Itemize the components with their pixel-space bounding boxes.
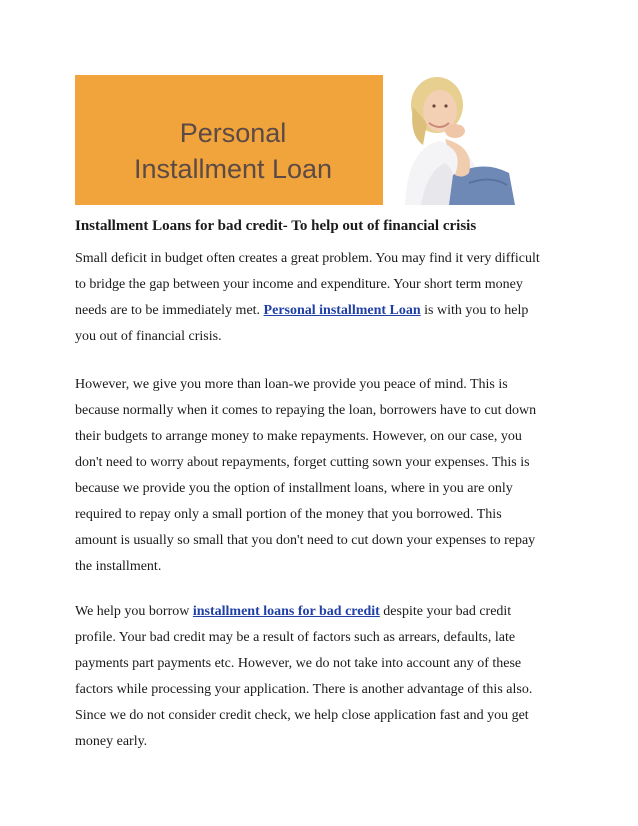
text-line: don't need to worry about repayments, forget cutting sown your expenses. This is [75, 455, 530, 470]
text-line: to bridge the gap between your income and expenditure. Your short term money [75, 277, 523, 292]
banner-orange-panel [75, 75, 383, 205]
banner-title [103, 115, 363, 187]
text-line: you out of financial crisis. [75, 329, 222, 344]
personal-installment-loan-link[interactable]: Personal installment Loan [263, 303, 421, 318]
banner-title-line2: Installment Loan [133, 154, 333, 184]
woman-illustration [383, 75, 519, 205]
page-title: Installment Loans for bad credit- To help out of financial crisis [75, 218, 477, 234]
text-line [75, 599, 575, 625]
text-segment: despite your bad credit [379, 604, 512, 619]
text-line: factors while processing your application. There is another advantage of this also. [75, 682, 533, 697]
text-line: However, we give you more than loan-we provide you peace of mind. This is [75, 377, 508, 392]
text-line: the installment. [75, 559, 162, 574]
installment-loans-bad-credit-link[interactable]: installment loans for bad credit [192, 604, 380, 619]
text-line: profile. Your bad credit may be a result of factors such as arrears, defaults, late [75, 630, 516, 645]
paragraph-intro [75, 246, 575, 350]
banner-image [75, 75, 519, 205]
text-line: payments part payments etc. However, we do not take into account any of these [75, 656, 522, 671]
text-segment: is with you to help [420, 303, 529, 318]
text-line: because we provide you the option of installment loans, where in you are only [75, 481, 513, 496]
paragraph-bad-credit [75, 599, 575, 755]
woman-photo-icon [383, 75, 519, 205]
banner-title-line1: Personal [179, 118, 287, 148]
text-line: money early. [75, 734, 148, 749]
text-line: required to repay only a small portion of the money that you borrowed. This [75, 507, 502, 522]
text-line: their budgets to arrange money to make repayments. However, on our case, you [75, 429, 522, 444]
text-line: because normally when it comes to repaying the loan, borrowers have to cut down [75, 403, 537, 418]
text-line: Small deficit in budget often creates a great problem. You may find it very difficult [75, 251, 540, 266]
text-segment: We help you borrow [75, 604, 193, 619]
paragraph-peace-of-mind [75, 372, 575, 580]
text-line [75, 298, 575, 324]
text-line: Since we do not consider credit check, we help close application fast and you get [75, 708, 529, 723]
text-line: amount is usually so small that you don't need to cut down your expenses to repay [75, 533, 536, 548]
text-segment: needs are to be immediately met. [75, 303, 264, 318]
